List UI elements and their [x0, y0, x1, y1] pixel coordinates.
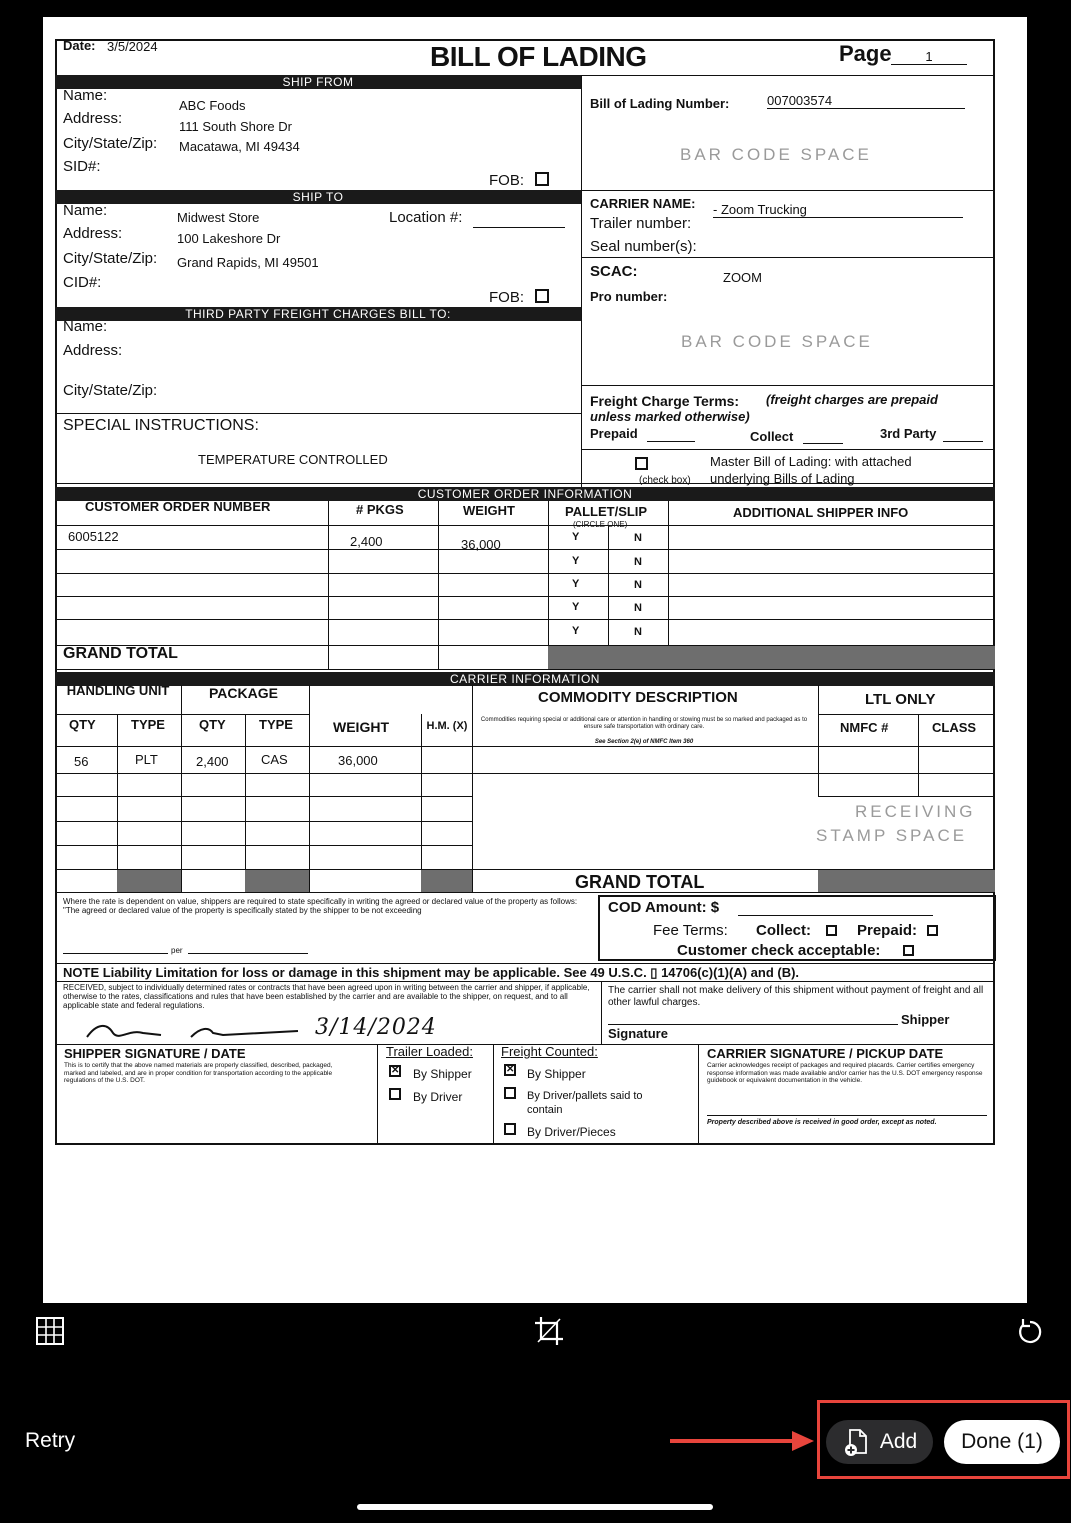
coi-n-4[interactable]: N [634, 602, 642, 614]
third-party-address-label: Address: [63, 342, 123, 359]
stamp-space: STAMP SPACE [816, 826, 968, 845]
coi-y-5[interactable]: Y [572, 625, 580, 637]
ci-handling-unit: HANDLING UNIT [66, 683, 170, 698]
scac-value: ZOOM [723, 270, 762, 285]
add-button[interactable] [826, 1420, 933, 1464]
freight-by-driver-pieces-checkbox[interactable] [504, 1123, 516, 1135]
coi-shaded-cell [548, 646, 995, 669]
freight-by-shipper-checkbox[interactable]: ✕ [506, 1064, 515, 1075]
coi-n-2[interactable]: N [634, 556, 642, 568]
coi-header-weight: WEIGHT [463, 503, 515, 518]
coi-grand-total: GRAND TOTAL [63, 645, 178, 662]
bar-code-space-1: BAR CODE SPACE [680, 145, 872, 164]
carrier-sig-text: Carrier acknowledges receipt of packages and required placards. Carrier certifies emergency response information was made available and/or carrier has the U.S. DOT emergency response guidebook or equivalent documentation in the vehicle. [707, 1062, 983, 1084]
coi-y-2[interactable]: Y [572, 555, 580, 567]
carrier-sig-note: Property described above is received in good order, except as noted. [707, 1119, 937, 1126]
ship-to-bar: SHIP TO [55, 190, 581, 204]
coi-y-4[interactable]: Y [572, 601, 580, 613]
add-page-icon [842, 1427, 872, 1457]
third-party-bar: THIRD PARTY FREIGHT CHARGES BILL TO: [55, 307, 581, 321]
coi-order-number: 6005122 [68, 529, 119, 544]
carrier-info-bar: CARRIER INFORMATION [55, 672, 995, 686]
ci-commodity: COMMODITY DESCRIPTION [538, 689, 738, 706]
special-instructions-value: TEMPERATURE CONTROLLED [198, 452, 388, 467]
ship-from-fob-label: FOB: [489, 172, 525, 189]
fee-collect-checkbox[interactable] [826, 925, 837, 936]
home-indicator [357, 1504, 713, 1510]
freight-terms-note: (freight charges are prepaid [766, 392, 938, 407]
customer-order-bar: CUSTOMER ORDER INFORMATION [55, 487, 995, 501]
page-label: Page [839, 41, 892, 66]
ci-shade-3 [421, 870, 472, 892]
coi-n-3[interactable]: N [634, 579, 642, 591]
coi-n-1[interactable]: N [634, 532, 642, 544]
carrier-name: - Zoom Trucking [713, 202, 963, 218]
bol-number-label: Bill of Lading Number: [590, 96, 730, 111]
trailer-number-label: Trailer number: [590, 215, 692, 232]
ship-from-name-label: Name: [63, 87, 108, 104]
prepaid-label: Prepaid [590, 426, 638, 441]
receiving-stamp: RECEIVING [855, 802, 976, 821]
coi-weight: 36,000 [461, 537, 501, 552]
freight-counted-title: Freight Counted: [501, 1044, 598, 1059]
received-terms: RECEIVED, subject to individually determined rates or contracts that have been agreed upon in writing between the carrier and shipper, if applicable, otherwise to the rates, classifications and rules that have been established by the carrier and are available to the shipper, on request, and to all applicable state and federal regulations. [63, 983, 590, 1010]
coi-header-pkgs: # PKGS [356, 502, 404, 517]
third-party-name-label: Name: [63, 318, 108, 335]
ci-package: PACKAGE [209, 685, 278, 701]
master-bol-checkbox[interactable] [635, 457, 648, 470]
date-label: Date: [63, 38, 96, 53]
ship-to-name-label: Name: [63, 202, 108, 219]
per-label: per [171, 946, 183, 955]
third-party-city-label: City/State/Zip: [63, 382, 158, 399]
ci-weight: WEIGHT [333, 719, 389, 735]
ci-row-hu-type: PLT [135, 752, 158, 767]
ship-to-city: Grand Rapids, MI 49501 [177, 255, 319, 270]
ship-to-address-label: Address: [63, 225, 123, 242]
carrier-sig-title: CARRIER SIGNATURE / PICKUP DATE [707, 1046, 944, 1061]
coi-y-1[interactable]: Y [572, 531, 580, 543]
liability-note: NOTE Liability Limitation for loss or damage in this shipment may be applicable. See 49 U.S.C. ▯ 14706(c)(1)(A) and (B). [63, 965, 800, 980]
grid-icon[interactable] [34, 1315, 66, 1347]
trailer-by-driver-checkbox[interactable] [389, 1088, 401, 1100]
ship-from-address: 111 South Shore Dr [179, 119, 292, 134]
coi-header-additional: ADDITIONAL SHIPPER INFO [733, 505, 909, 520]
ci-hm: H.M. (X) [426, 720, 468, 732]
ci-shade-2 [245, 870, 309, 892]
page-number: 1 [891, 49, 967, 65]
coi-circle-one: (CIRCLE ONE) [573, 520, 628, 529]
ship-from-city-label: City/State/Zip: [63, 135, 158, 152]
freight-by-driver-pallets-checkbox[interactable] [504, 1087, 516, 1099]
value-note: Where the rate is dependent on value, shippers are required to state specifically in writing the agreed or declared value of the property as follows: "The agreed or declared value of the property is specifically stated by the shipper to be not exceeding [63, 897, 578, 915]
ci-pkg-type: TYPE [259, 717, 293, 732]
rotate-icon[interactable] [1014, 1316, 1046, 1348]
shipper-sig-text: This is to certify that the above named materials are properly classified, described, packaged, marked and labeled, and are in proper condition for transportation according to the applicable regulations of the U.S. DOT. [64, 1062, 333, 1084]
freight-by-driver-pallets: By Driver/pallets said to contain [527, 1090, 643, 1116]
date-value: 3/5/2024 [107, 39, 158, 54]
ci-commodity-note: Commodities requiring special or additional care or attention in handling or stowing must be so marked and packaged as to ensure safe transportation with ordinary care. [480, 717, 808, 730]
ci-nmfc: NMFC # [840, 720, 889, 735]
crop-icon[interactable] [533, 1315, 565, 1347]
check-box-label: (check box) [639, 475, 691, 486]
seal-number-label: Seal number(s): [590, 238, 697, 255]
ci-class: CLASS [932, 720, 977, 735]
special-instructions-label: SPECIAL INSTRUCTIONS: [63, 417, 259, 434]
ship-from-fob-checkbox[interactable] [535, 172, 549, 186]
ship-from-bar: SHIP FROM [55, 75, 581, 89]
ci-ltl-only: LTL ONLY [865, 691, 936, 708]
ci-row-pkg-qty: 2,400 [196, 754, 229, 769]
shipper-sig-title: SHIPPER SIGNATURE / DATE [64, 1046, 246, 1061]
signature-label: Signature [608, 1026, 668, 1041]
third-party-label: 3rd Party [880, 426, 937, 441]
ci-row-hu-qty: 56 [74, 754, 89, 769]
coi-header-order: CUSTOMER ORDER NUMBER [85, 499, 271, 514]
freight-terms-note-2: unless marked otherwise) [590, 409, 750, 424]
trailer-by-driver: By Driver [413, 1090, 463, 1104]
ship-to-address: 100 Lakeshore Dr [177, 231, 281, 246]
bol-number: 007003574 [767, 93, 965, 109]
trailer-by-shipper: By Shipper [413, 1067, 472, 1081]
coi-n-5[interactable]: N [634, 626, 642, 638]
freight-by-shipper: By Shipper [527, 1067, 586, 1081]
freight-terms-label: Freight Charge Terms: [590, 393, 740, 409]
scac-label: SCAC: [590, 263, 638, 280]
doc-title: BILL OF LADING [430, 41, 647, 72]
master-bol-text: Master Bill of Lading: with attached [710, 454, 912, 469]
ship-from-address-label: Address: [63, 110, 123, 127]
ship-to-name: Midwest Store [177, 210, 260, 225]
ship-from-city: Macatawa, MI 49434 [179, 139, 300, 154]
ci-hu-type: TYPE [131, 717, 165, 732]
shipper-signature [83, 1017, 313, 1045]
trailer-loaded-title: Trailer Loaded: [386, 1044, 473, 1059]
ship-to-fob-checkbox[interactable] [535, 289, 549, 303]
add-label: Add [879, 1430, 918, 1453]
arrow-right-icon [668, 1428, 818, 1454]
coi-y-3[interactable]: Y [572, 578, 580, 590]
freight-by-driver-pieces: By Driver/Pieces [527, 1125, 616, 1139]
cod-amount: COD Amount: $ [608, 899, 720, 916]
fee-terms: Fee Terms: [653, 922, 728, 939]
pro-number-label: Pro number: [590, 289, 668, 304]
ci-row-pkg-type: CAS [261, 752, 288, 767]
ci-row-weight: 36,000 [338, 753, 378, 768]
coi-header-pallet: PALLET/SLIP [565, 504, 648, 519]
ship-to-city-label: City/State/Zip: [63, 250, 158, 267]
customer-check-checkbox[interactable] [903, 945, 914, 956]
ci-hu-qty: QTY [69, 717, 96, 732]
fee-collect: Collect: [756, 922, 812, 939]
ci-commodity-see: See Section 2(e) of NMFC Item 360 [594, 739, 694, 745]
fee-prepaid: Prepaid: [857, 922, 918, 939]
fee-prepaid-checkbox[interactable] [927, 925, 938, 936]
ship-from-sid-label: SID#: [63, 158, 101, 175]
retry-button[interactable]: Retry [25, 1429, 76, 1452]
trailer-by-shipper-checkbox[interactable]: ✕ [391, 1065, 400, 1076]
shipper-label: Shipper [901, 1012, 950, 1027]
ship-from-name: ABC Foods [179, 98, 246, 113]
carrier-name-label: CARRIER NAME: [590, 196, 696, 211]
collect-label: Collect [750, 429, 794, 444]
bar-code-space-2: BAR CODE SPACE [681, 332, 873, 351]
coi-pkgs: 2,400 [350, 534, 383, 549]
ci-shade-4 [818, 870, 995, 892]
ship-to-location-label: Location #: [389, 209, 463, 226]
ship-to-cid-label: CID#: [63, 274, 102, 291]
ci-grand-total: GRAND TOTAL [575, 872, 705, 892]
scanned-document [43, 17, 1027, 1303]
ship-to-fob-label: FOB: [489, 289, 525, 306]
ci-pkg-qty: QTY [199, 717, 226, 732]
carrier-delivery-note: The carrier shall not make delivery of this shipment without payment of freight and all other lawful charges. [608, 985, 984, 1008]
master-bol-text-2: underlying Bills of Lading [710, 471, 855, 486]
done-button[interactable]: Done (1) [944, 1420, 1060, 1464]
customer-check: Customer check acceptable: [677, 942, 881, 959]
sign-date: 3/14/2024 [315, 1015, 437, 1040]
ci-shade-1 [117, 870, 181, 892]
